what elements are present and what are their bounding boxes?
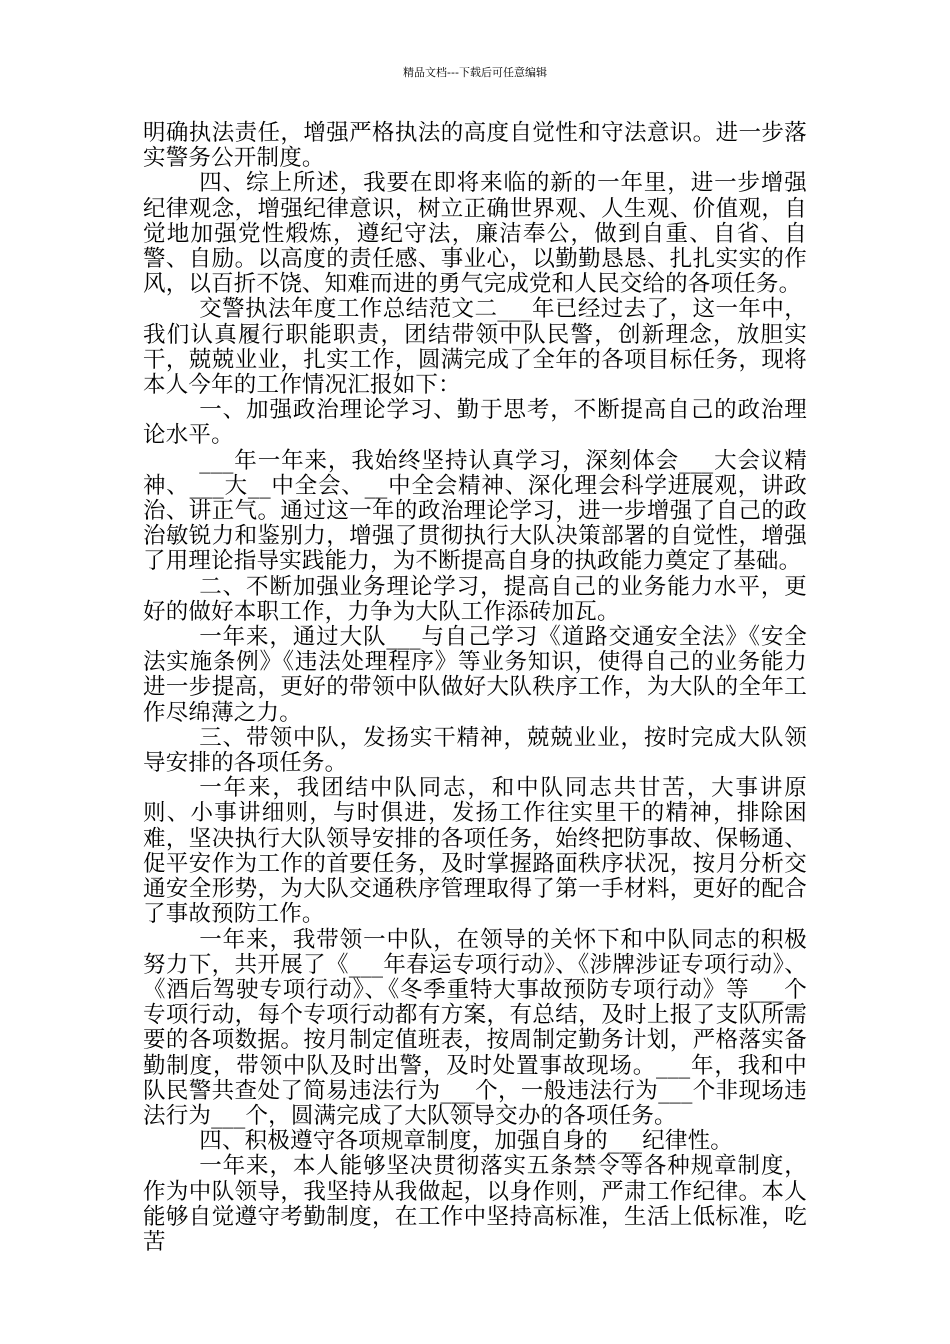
section-heading: 四、积极遵守各项规章制度，加强自身的___纪律性。 [199, 1128, 734, 1155]
page-header: 精品文档---下载后可任意编辑 [403, 66, 547, 79]
paragraph: 一年来，通过大队___与自己学习《道路交通安全法》《安全法实施条例》《违法处理程序》等业务知识，使得自己的业务能力进一步提高，更好的带领中队做好大队秩序工作，为大队的全年工作尽绵薄之力。 [143, 624, 807, 726]
section-heading: 二、不断加强业务理论学习，提高自己的业务能力水平，更好的做好本职工作，力争为大队工作添砖加瓦。 [143, 573, 807, 625]
paragraph: 四、综上所述，我要在即将来临的新的一年里，进一步增强纪律观念，增强纪律意识，树立正确世界观、人生观、价值观，自觉地加强党性煅炼，遵纪守法，廉洁奉公，做到自重、自省、自警、自励。以高度的责任感、事业心，以勤勤恳恳、扎扎实实的作风，以百折不饶、知难而进的勇气完成党和人民交给的各项任务。 [143, 170, 807, 298]
paragraph: 一年来，我团结中队同志，和中队同志共甘苦，大事讲原则、小事讲细则，与时俱进，发扬工作往实里干的精神，排除困难，坚决执行大队领导安排的各项任务，始终把防事故、保畅通、促平安作为工作的首要任务，及时掌握路面秩序状况，按月分析交通安全形势，为大队交通秩序管理取得了第一手材料，更好的配合了事故预防工作。 [143, 775, 807, 928]
paragraph: 明确执法责任，增强严格执法的高度自觉性和守法意识。进一步落实警务公开制度。 [143, 120, 807, 172]
section-heading: 三、带领中队，发扬实干精神，兢兢业业，按时完成大队领导安排的各项任务。 [143, 724, 807, 777]
document-body [143, 121, 807, 1255]
paragraph: 交警执法年度工作总结范文二___年已经过去了，这一年中，我们认真履行职能职责，团结带领中队民警，创新理念，放胆实干，兢兢业业，扎实工作，圆满完成了全年的各项目标任务，现将本人今年的工作情况汇报如下： [143, 296, 807, 399]
section-heading: 一、加强政治理论学习、勤于思考，不断提高自己的政治理论水平。 [143, 397, 807, 449]
paragraph: 一年来，我带领一中队，在领导的关怀下和中队同志的积极努力下，共开展了《___年春运专项行动》、《涉牌涉证专项行动》、《酒后驾驶专项行动》、《冬季重特大事故预防专项行动》等___个专项行动，每个专项行动都有方案，有总结，及时上报了支队所需要的各项数据。按月制定值班表，按周制定勤务计划，严格落实备勤制度，带领中队及时出警，及时处置事故现场。___年，我和中队民警共查处了简易违法行为___个，一般违法行为___个非现场违法行为___个，圆满完成了大队领导交办的各项任务。 [143, 926, 807, 1129]
paragraph: ___年一年来，我始终坚持认真学习，深刻体会___大会议精神、___大__中全会、__中全会精神、深化理会科学进展观，讲政治、讲正气。通过这一年的政治理论学习，进一步增强了自己的政治敏锐力和鉴别力，增强了贯彻执行大队决策部署的自觉性，增强了用理论指导实践能力，为不断提高自身的执政能力奠定了基础。 [143, 447, 807, 575]
paragraph: 一年来，本人能够坚决贯彻落实五条禁令等各种规章制度，作为中队领导，我坚持从我做起，以身作则，严肃工作纪律。本人能够自觉遵守考勤制度，在工作中坚持高标准，生活上低标准，吃苦 [143, 1153, 807, 1255]
